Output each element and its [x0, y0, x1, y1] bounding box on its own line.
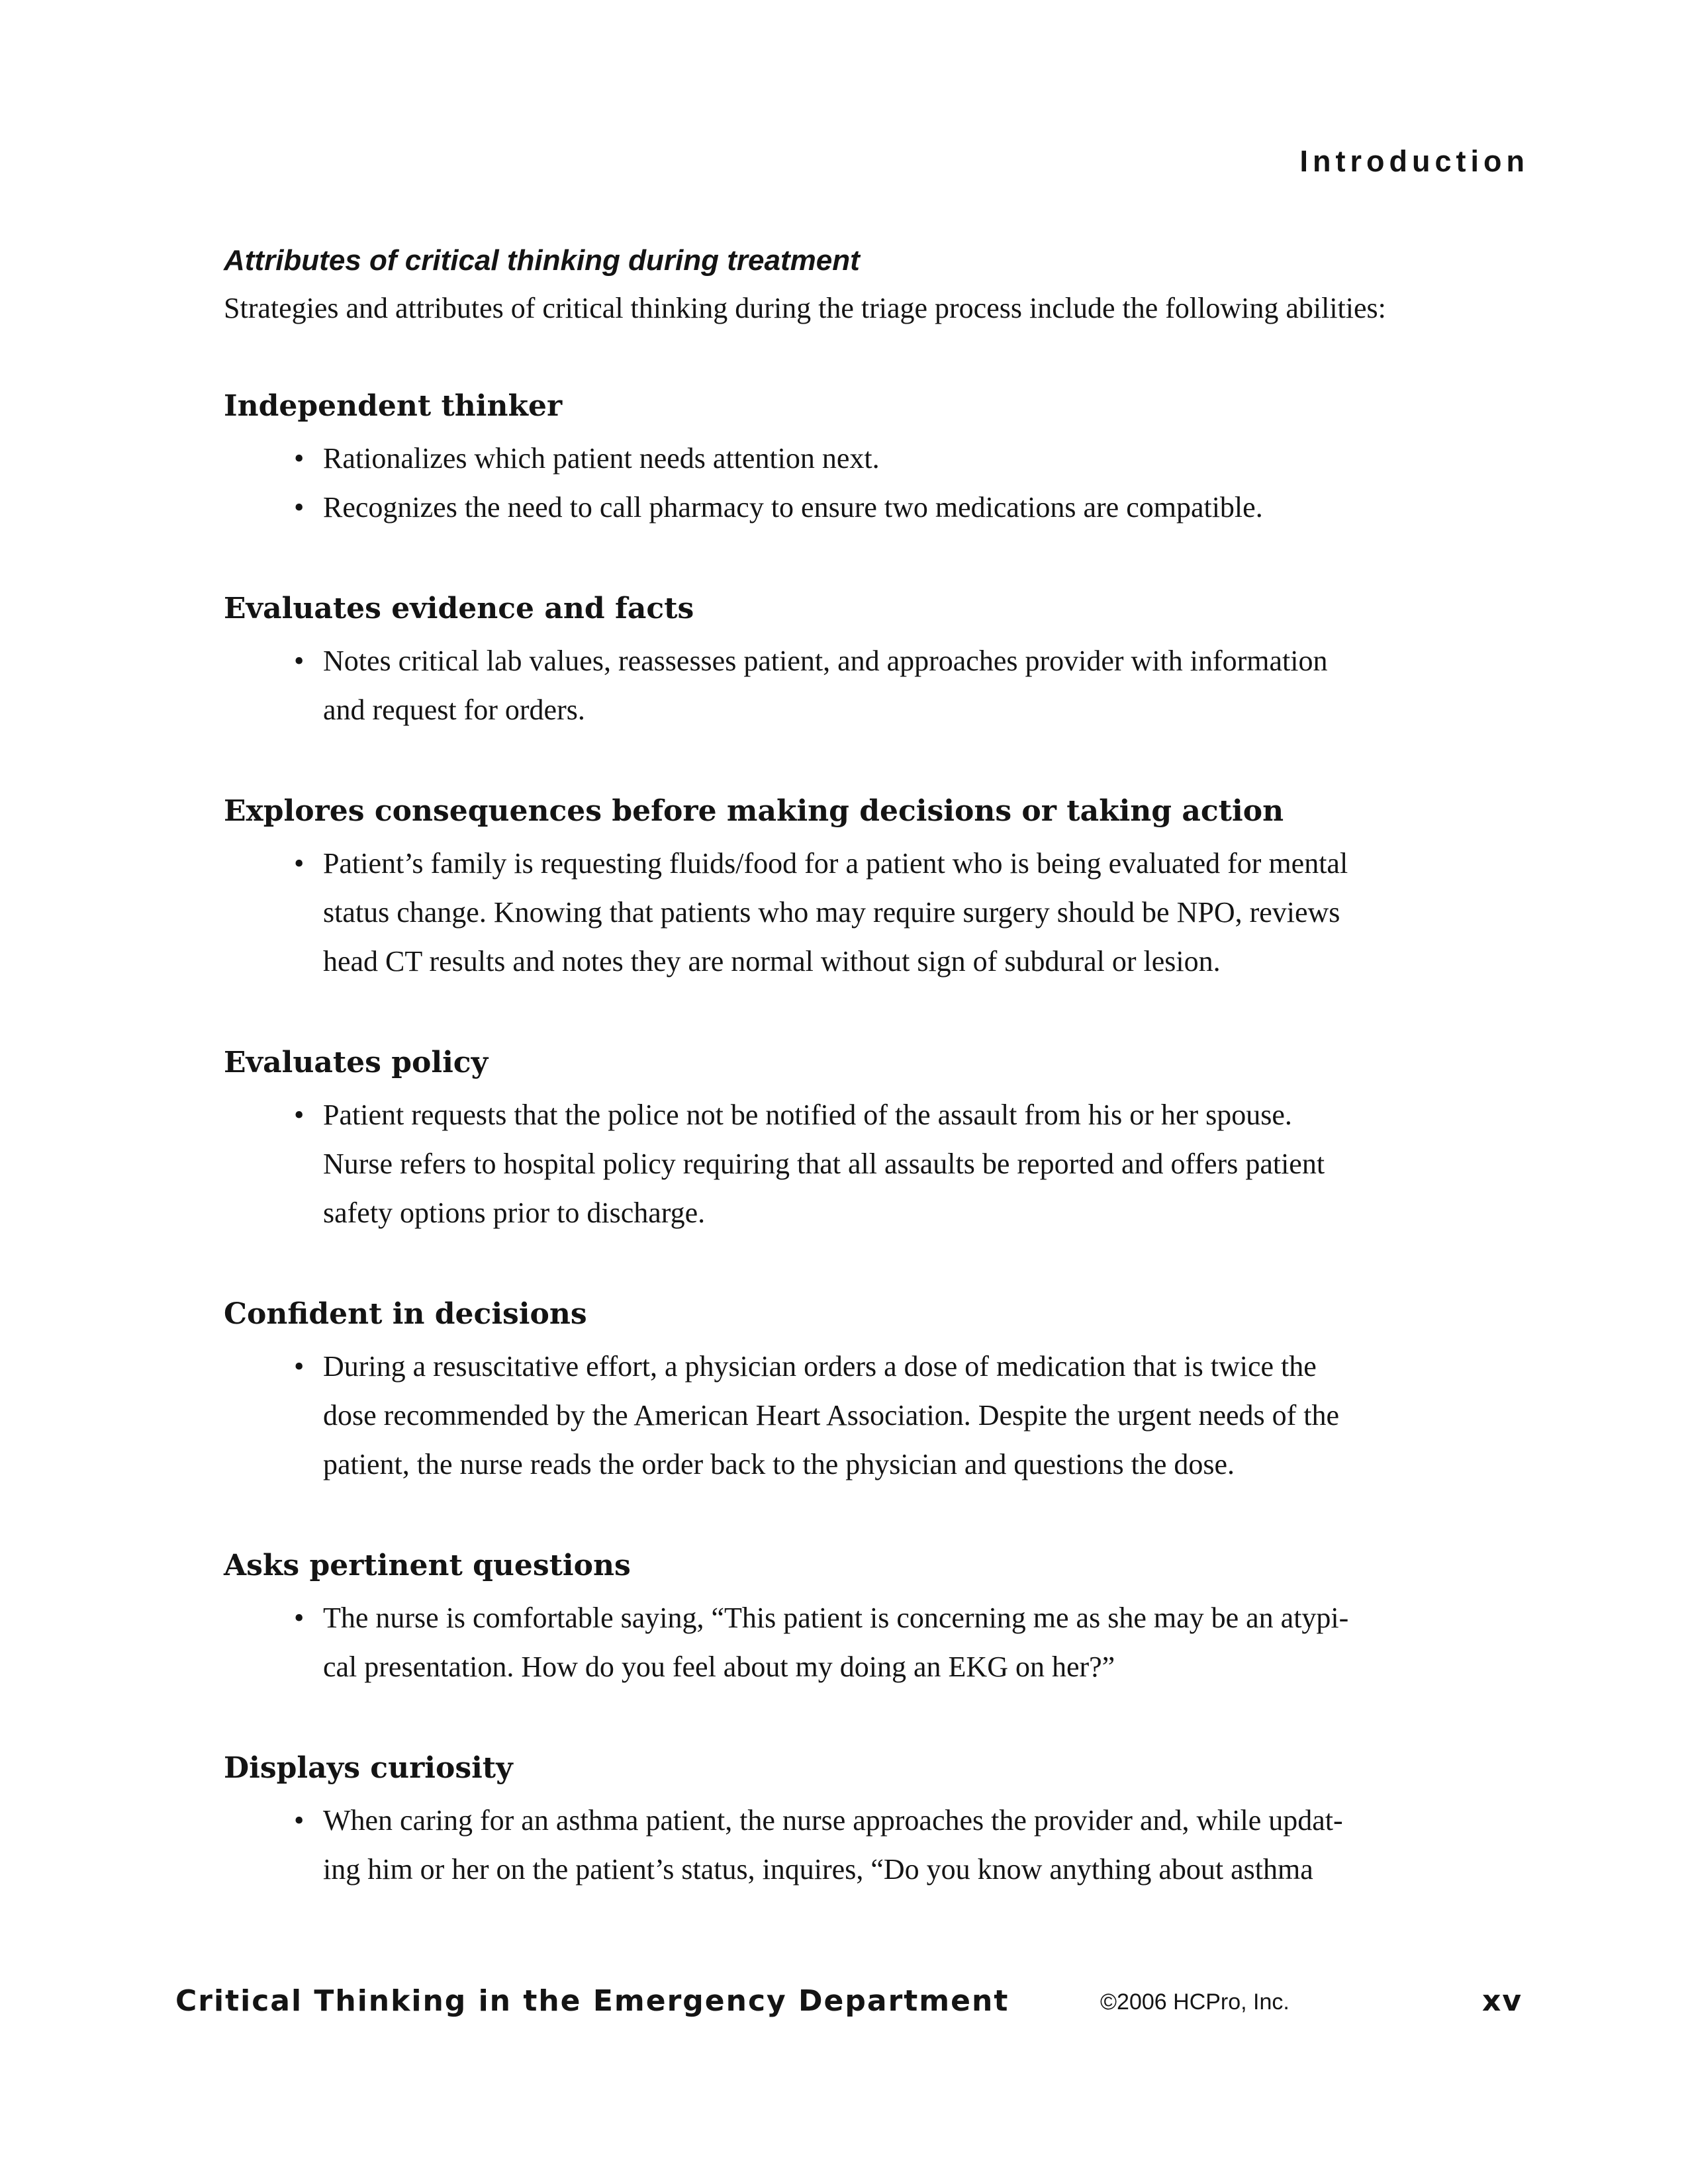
bullet-text-line: patient, the nurse reads the order back to the physician and questions the dose.: [323, 1448, 1235, 1480]
bullet-text-line: Nurse refers to hospital policy requiring that all assaults be reported and offers patient: [323, 1148, 1325, 1180]
bullet-list: [224, 434, 1541, 532]
bullet-item: [294, 839, 1541, 986]
section: [224, 385, 1541, 532]
bullet-text-line: dose recommended by the American Heart Association. Despite the urgent needs of the: [323, 1399, 1340, 1432]
bullet-text-line: status change. Knowing that patients who may require surgery should be NPO, reviews: [323, 896, 1340, 929]
section-heading: Evaluates evidence and facts: [224, 592, 694, 625]
section-heading: Confident in decisions: [224, 1297, 587, 1331]
bullet-icon: •: [294, 847, 305, 880]
bullet-icon: •: [294, 1350, 305, 1383]
section: [224, 1042, 1541, 1238]
section: [224, 790, 1541, 986]
bullet-icon: •: [294, 645, 305, 677]
bullet-list: [224, 1091, 1541, 1238]
running-head: Introduction: [1299, 144, 1529, 178]
intro-heading: Attributes of critical thinking during treatment: [224, 244, 860, 277]
bullet-text-line: and request for orders.: [323, 694, 585, 726]
section-heading: Independent thinker: [224, 389, 563, 423]
bullet-item: [294, 1594, 1541, 1692]
footer-page-number: xv: [1481, 1984, 1523, 2018]
bullet-list: [224, 1594, 1541, 1692]
section: [224, 1293, 1541, 1489]
sections-container: [224, 385, 1541, 1894]
bullet-icon: •: [294, 1099, 305, 1131]
page-content: [224, 241, 1541, 1894]
section-heading: Evaluates policy: [224, 1046, 489, 1079]
bullet-icon: •: [294, 442, 305, 475]
bullet-text-line: During a resuscitative effort, a physician orders a dose of medication that is twice the: [323, 1350, 1317, 1383]
bullet-list: [224, 637, 1541, 735]
bullet-item: [294, 434, 1541, 483]
bullet-item: [294, 483, 1541, 532]
footer-book-title: Critical Thinking in the Emergency Department: [175, 1984, 1009, 2018]
bullet-icon: •: [294, 1602, 305, 1634]
bullet-text-line: When caring for an asthma patient, the nurse approaches the provider and, while updat-: [323, 1804, 1343, 1837]
bullet-text-line: safety options prior to discharge.: [323, 1197, 706, 1229]
bullet-text-line: head CT results and notes they are normal without sign of subdural or lesion.: [323, 945, 1221, 978]
bullet-text-line: The nurse is comfortable saying, “This patient is concerning me as she may be an atypi-: [323, 1602, 1349, 1634]
bullet-list: [224, 839, 1541, 986]
bullet-text-line: ing him or her on the patient’s status, inquires, “Do you know anything about asthma: [323, 1853, 1313, 1886]
bullet-item: [294, 637, 1541, 735]
bullet-text-line: Patient requests that the police not be notified of the assault from his or her spouse.: [323, 1099, 1292, 1131]
footer-copyright: ©2006 HCPro, Inc.: [1100, 1989, 1289, 2015]
bullet-item: [294, 1342, 1541, 1489]
bullet-text-line: Patient’s family is requesting fluids/food for a patient who is being evaluated for mental: [323, 847, 1348, 880]
section: [224, 588, 1541, 735]
bullet-list: [224, 1796, 1541, 1894]
bullet-item: [294, 1091, 1541, 1238]
intro-text: Strategies and attributes of critical thinking during the triage process include the following abilities:: [224, 292, 1386, 324]
bullet-text-line: cal presentation. How do you feel about my doing an EKG on her?”: [323, 1651, 1115, 1683]
section: [224, 1545, 1541, 1692]
bullet-icon: •: [294, 491, 305, 523]
bullet-text-line: Rationalizes which patient needs attention next.: [323, 442, 880, 475]
bullet-item: [294, 1796, 1541, 1894]
section-heading: Displays curiosity: [224, 1751, 513, 1785]
section: [224, 1747, 1541, 1894]
bullet-text-line: Recognizes the need to call pharmacy to ensure two medications are compatible.: [323, 491, 1263, 523]
bullet-text-line: Notes critical lab values, reassesses patient, and approaches provider with information: [323, 645, 1328, 677]
section-heading: Explores consequences before making decisions or taking action: [224, 794, 1284, 828]
bullet-icon: •: [294, 1804, 305, 1837]
bullet-list: [224, 1342, 1541, 1489]
section-heading: Asks pertinent questions: [224, 1549, 631, 1582]
